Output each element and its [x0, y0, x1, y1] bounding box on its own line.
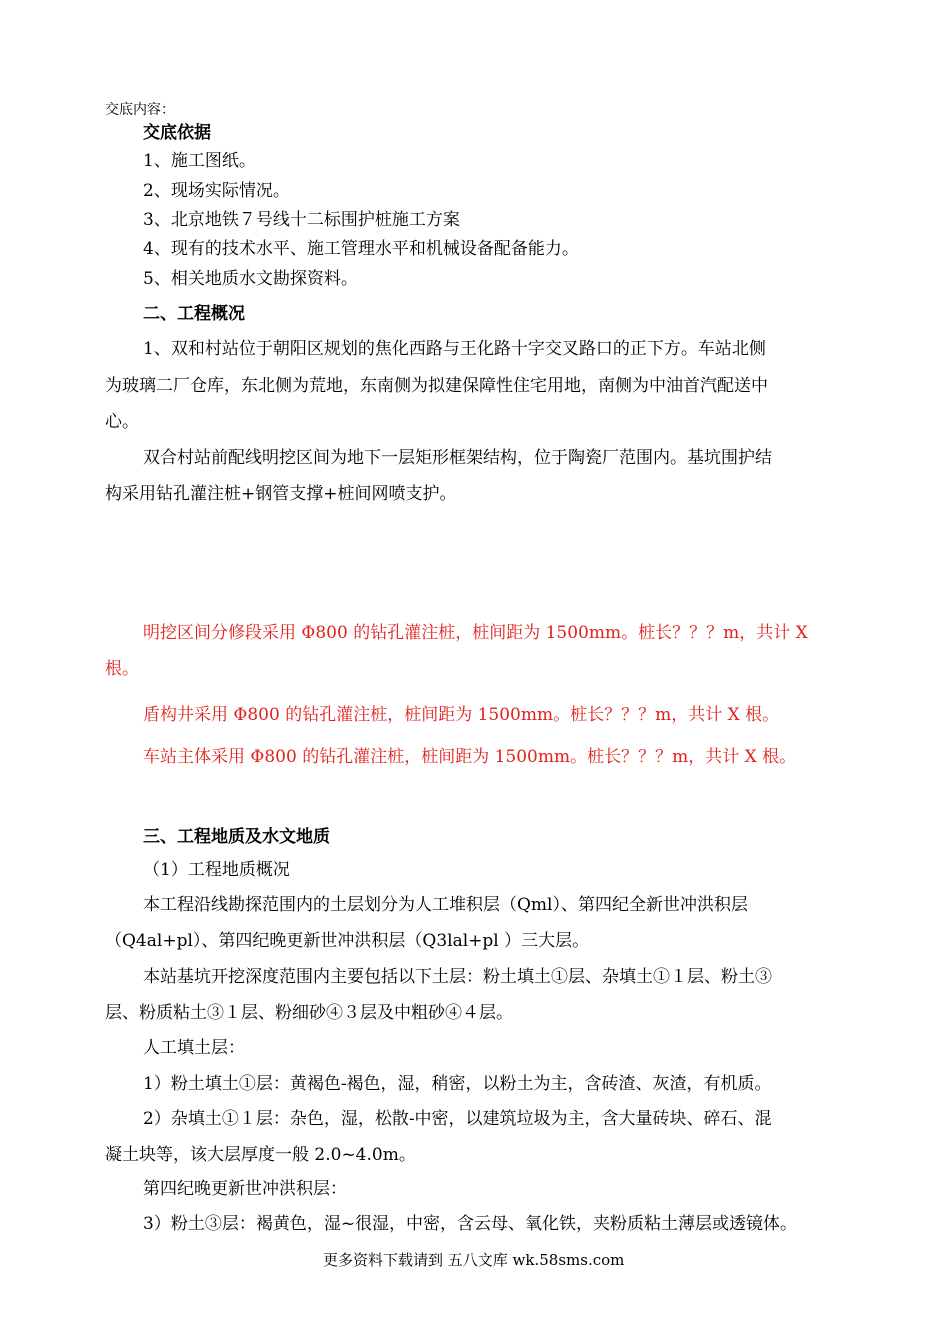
overview-paragraph-line: 为玻璃二厂仓库，东北侧为荒地，东南侧为拟建保障性住宅用地，南侧为中油首汽配送中: [105, 376, 768, 396]
basis-title: 交底依据: [143, 123, 211, 143]
red-note-line: 车站主体采用 Φ800 的钻孔灌注桩，桩间距为 1500mm。桩长？？？m，共计 X 根。: [143, 747, 797, 767]
overview-paragraph-line: 1、双和村站位于朝阳区规划的焦化西路与王化路十字交叉路口的正下方。车站北侧: [143, 339, 766, 359]
q4-title: 第四纪晚更新世冲洪积层：: [143, 1179, 347, 1199]
basis-item: 3、北京地铁７号线十二标围护桩施工方案: [143, 210, 460, 230]
geo-paragraph-line: 层、粉质粘土③１层、粉细砂④３层及中粗砂④４层。: [105, 1003, 513, 1023]
fill-layer-title: 人工填土层：: [143, 1038, 245, 1058]
section3-title: 三、工程地质及水文地质: [143, 827, 330, 847]
layer-description: 2）杂填土①１层：杂色，湿，松散-中密，以建筑垃圾为主，含大量砖块、碎石、混: [143, 1109, 772, 1129]
geo-paragraph-line: 本工程沿线勘探范围内的土层划分为人工堆积层（Qml）、第四纪全新世冲洪积层: [143, 895, 748, 915]
red-note-line: 根。: [105, 659, 139, 679]
overview-paragraph-line: 构采用钻孔灌注桩+钢管支撑+桩间网喷支护。: [105, 484, 457, 504]
layer-description: 凝土块等，该大层厚度一般 2.0~4.0m。: [105, 1145, 416, 1165]
basis-item: 1、施工图纸。: [143, 151, 256, 171]
sub1-title: （1）工程地质概况: [143, 860, 290, 880]
overview-paragraph-line: 心。: [105, 412, 139, 432]
basis-item: 5、相关地质水文勘探资料。: [143, 269, 358, 289]
footer-link[interactable]: 更多资料下载请到 五八文库 wk.58sms.com: [323, 1251, 625, 1269]
red-note-line: 明挖区间分修段采用 Φ800 的钻孔灌注桩，桩间距为 1500mm。桩长？？？m，共计 X: [143, 623, 808, 643]
red-note-line: 盾构井采用 Φ800 的钻孔灌注桩，桩间距为 1500mm。桩长？？？m，共计 X 根。: [143, 705, 780, 725]
geo-paragraph-line: （Q4al+pl）、第四纪晚更新世冲洪积层（Q3lal+pl ）三大层。: [105, 931, 590, 951]
section2-title: 二、工程概况: [143, 304, 245, 324]
geo-paragraph-line: 本站基坑开挖深度范围内主要包括以下土层：粉土填土①层、杂填土①１层、粉土③: [143, 967, 772, 987]
basis-item: 2、现场实际情况。: [143, 181, 290, 201]
layer-description: 1）粉土填土①层：黄褐色-褐色，湿，稍密，以粉土为主，含砖渣、灰渣，有机质。: [143, 1074, 772, 1094]
basis-item: 4、现有的技术水平、施工管理水平和机械设备配备能力。: [143, 239, 579, 259]
layer-description: 3）粉土③层：褐黄色，湿~很湿，中密，含云母、氧化铁，夹粉质粘土薄层或透镜体。: [143, 1214, 798, 1234]
overview-paragraph-line: 双合村站前配线明挖区间为地下一层矩形框架结构，位于陶瓷厂范围内。基坑围护结: [143, 448, 772, 468]
header-label: 交底内容：: [105, 102, 175, 118]
